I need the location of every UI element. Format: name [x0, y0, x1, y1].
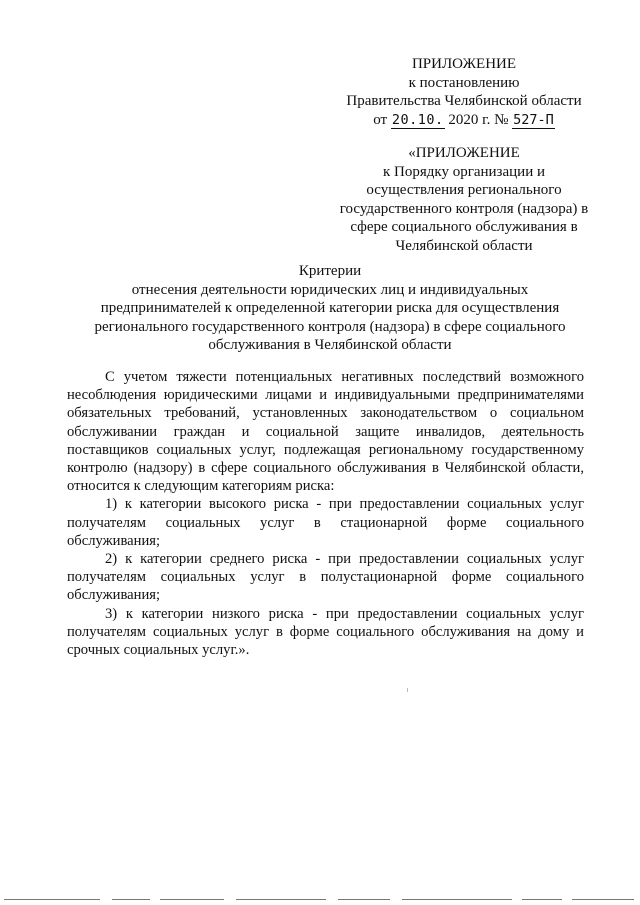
order-appendix-line: осуществления регионального	[366, 182, 562, 198]
order-appendix-line: государственного контроля (надзора) в	[339, 200, 589, 217]
date-prefix: от	[373, 111, 388, 128]
order-appendix-line: Челябинской области	[395, 237, 533, 254]
date-value: 20.10.	[391, 111, 444, 128]
title-line: отнесения деятельности юридических лиц и индивидуальных	[131, 281, 529, 298]
title-line: обслуживания в Челябинской области	[208, 337, 452, 354]
intro-paragraph: С учетом тяжести потенциальных негативных последствий возможного несоблюдения юридическими лицами и индивидуальными предпринимателями обязательных требований, установленных законодательством о социальном обслуживании граждан и социальной защите инвалидов, деятельность поставщиков социальных услуг, подлежащая региональному государственному контролю (надзору) в сфере социального обслуживания в Челябинской области, относится к следующим категориям риска:	[67, 369, 584, 495]
scan-edge-stripe	[0, 898, 640, 902]
document-title	[60, 262, 600, 355]
title-heading: Критерии	[298, 263, 362, 279]
appendix-header-order	[330, 144, 598, 255]
order-appendix-line: сфере социального обслуживания в	[350, 219, 578, 235]
appendix-date-line	[330, 111, 598, 130]
title-line: предпринимателей к определенной категории риска для осуществления	[100, 300, 560, 317]
risk-category-item: 3) к категории низкого риска - при предоставлении социальных услуг получателям социальных услуг в форме социального обслуживания на дому и срочных социальных услуг.».	[67, 605, 584, 659]
order-appendix-line: к Порядку организации и	[382, 163, 546, 180]
appendix-to-resolution: к постановлению	[408, 74, 520, 91]
document-body	[67, 368, 584, 659]
appendix-label: ПРИЛОЖЕНИЕ	[411, 56, 517, 72]
year-text: 2020 г. №	[448, 111, 509, 128]
appendix-header-resolution	[330, 55, 598, 129]
resolution-number: 527-П	[513, 111, 554, 128]
scan-speck	[407, 688, 408, 692]
order-appendix-line: «ПРИЛОЖЕНИЕ	[408, 145, 520, 161]
appendix-government: Правительства Челябинской области	[346, 93, 582, 109]
risk-category-item: 1) к категории высокого риска - при предоставлении социальных услуг получателям социальных услуг в стационарной форме социального обслуживания;	[67, 496, 584, 549]
risk-category-item: 2) к категории среднего риска - при предоставлении социальных услуг получателям социальных услуг в полустационарной форме социального обслуживания;	[67, 551, 584, 604]
title-line: регионального государственного контроля (надзора) в сфере социального	[94, 318, 566, 335]
